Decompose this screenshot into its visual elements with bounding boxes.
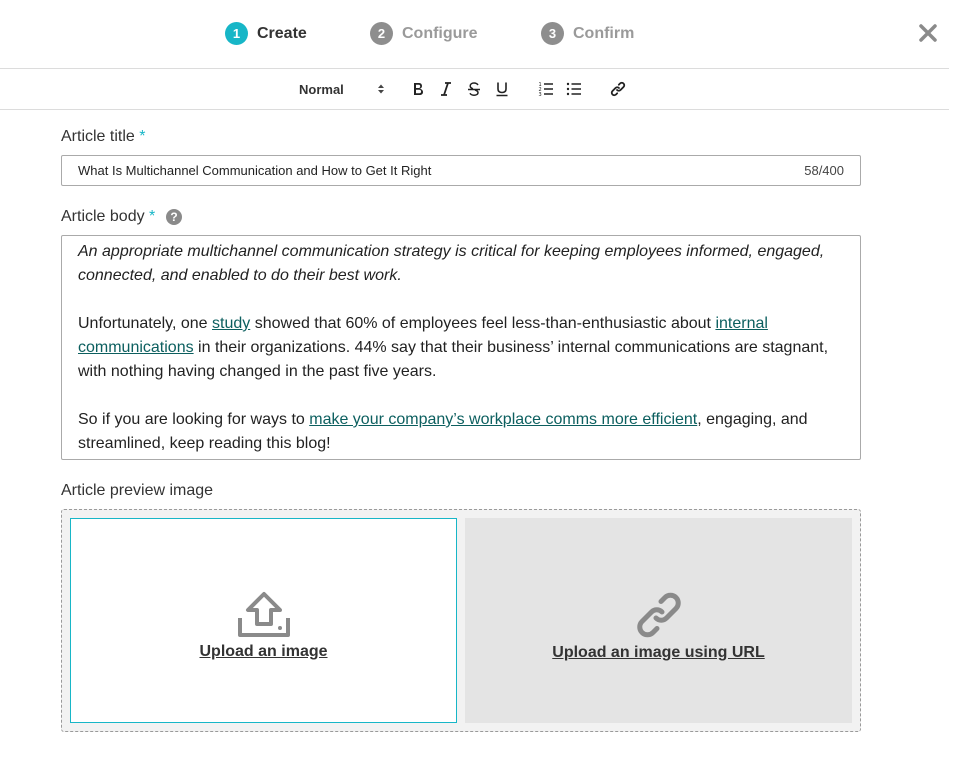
step-configure[interactable]	[370, 22, 478, 45]
step-number: 1	[225, 22, 248, 45]
bold-icon	[411, 81, 425, 97]
editor-toolbar	[0, 68, 949, 110]
body-paragraph: An appropriate multichannel communication strategy is critical for keeping employees informed, engaged, connected, and enabled to do their best work.	[78, 243, 825, 284]
article-title-input[interactable]	[78, 163, 804, 178]
bold-button[interactable]	[408, 69, 428, 109]
body-text: in their organizations. 44% say that their business’ internal communications are stagnant, with nothing having changed in the past five years.	[78, 339, 829, 380]
step-number: 3	[541, 22, 564, 45]
bullet-list-icon	[566, 81, 582, 97]
required-mark: *	[149, 208, 156, 225]
upload-image-url-label: Upload an image using URL	[552, 643, 765, 661]
study-link[interactable]: study	[212, 315, 251, 332]
article-title-label-text: Article title	[61, 128, 135, 145]
step-number: 2	[370, 22, 393, 45]
underline-button[interactable]	[492, 69, 512, 109]
article-body-editor[interactable]	[61, 235, 861, 460]
ordered-list-button[interactable]	[536, 69, 556, 109]
step-label: Create	[257, 24, 307, 42]
format-select[interactable]	[299, 69, 385, 109]
svg-text:2: 2	[538, 87, 542, 93]
upload-image-label: Upload an image	[199, 642, 328, 660]
body-text: Unfortunately, one	[78, 315, 213, 332]
stepper	[0, 0, 962, 68]
underline-icon	[495, 81, 509, 97]
help-icon[interactable]: ?	[166, 209, 182, 225]
strikethrough-icon	[467, 81, 481, 97]
upload-icon	[236, 591, 292, 639]
link-button[interactable]	[608, 69, 628, 109]
step-label: Confirm	[573, 24, 635, 42]
upload-image-url-button[interactable]	[465, 518, 852, 723]
upload-image-button[interactable]	[70, 518, 457, 723]
format-select-value: Normal	[299, 81, 344, 97]
title-char-counter: 58/400	[804, 163, 844, 178]
close-button[interactable]	[917, 22, 939, 44]
required-mark: *	[139, 128, 146, 145]
bullet-list-button[interactable]	[564, 69, 584, 109]
close-icon	[917, 22, 939, 44]
link-icon	[610, 81, 626, 97]
select-arrows-icon	[377, 83, 385, 95]
article-title-label	[61, 128, 145, 146]
preview-image-dropzone	[61, 509, 861, 732]
article-preview-label: Article preview image	[61, 482, 214, 499]
step-create[interactable]	[225, 22, 307, 45]
italic-button[interactable]	[436, 69, 456, 109]
body-text: , engaging, and streamlined, keep reading this blog!	[78, 411, 808, 452]
body-paragraph	[78, 312, 844, 384]
article-body-label-text: Article body	[61, 208, 145, 225]
step-label: Configure	[402, 24, 478, 42]
step-confirm[interactable]	[541, 22, 634, 45]
strikethrough-button[interactable]	[464, 69, 484, 109]
workplace-comms-link[interactable]: make your company’s workplace comms more efficient	[309, 411, 698, 428]
body-text: showed that 60% of employees feel less-than-enthusiastic about	[250, 315, 716, 332]
internal-communications-link[interactable]: internal communications	[78, 315, 768, 356]
article-title-field	[61, 155, 861, 186]
italic-icon	[439, 81, 453, 97]
body-text: So if you are looking for ways to	[78, 411, 310, 428]
link-icon	[634, 590, 684, 640]
svg-text:3: 3	[538, 92, 542, 97]
body-paragraph	[78, 408, 844, 456]
ordered-list-icon	[538, 81, 554, 97]
article-body-label	[61, 208, 155, 226]
svg-text:1: 1	[538, 82, 542, 88]
